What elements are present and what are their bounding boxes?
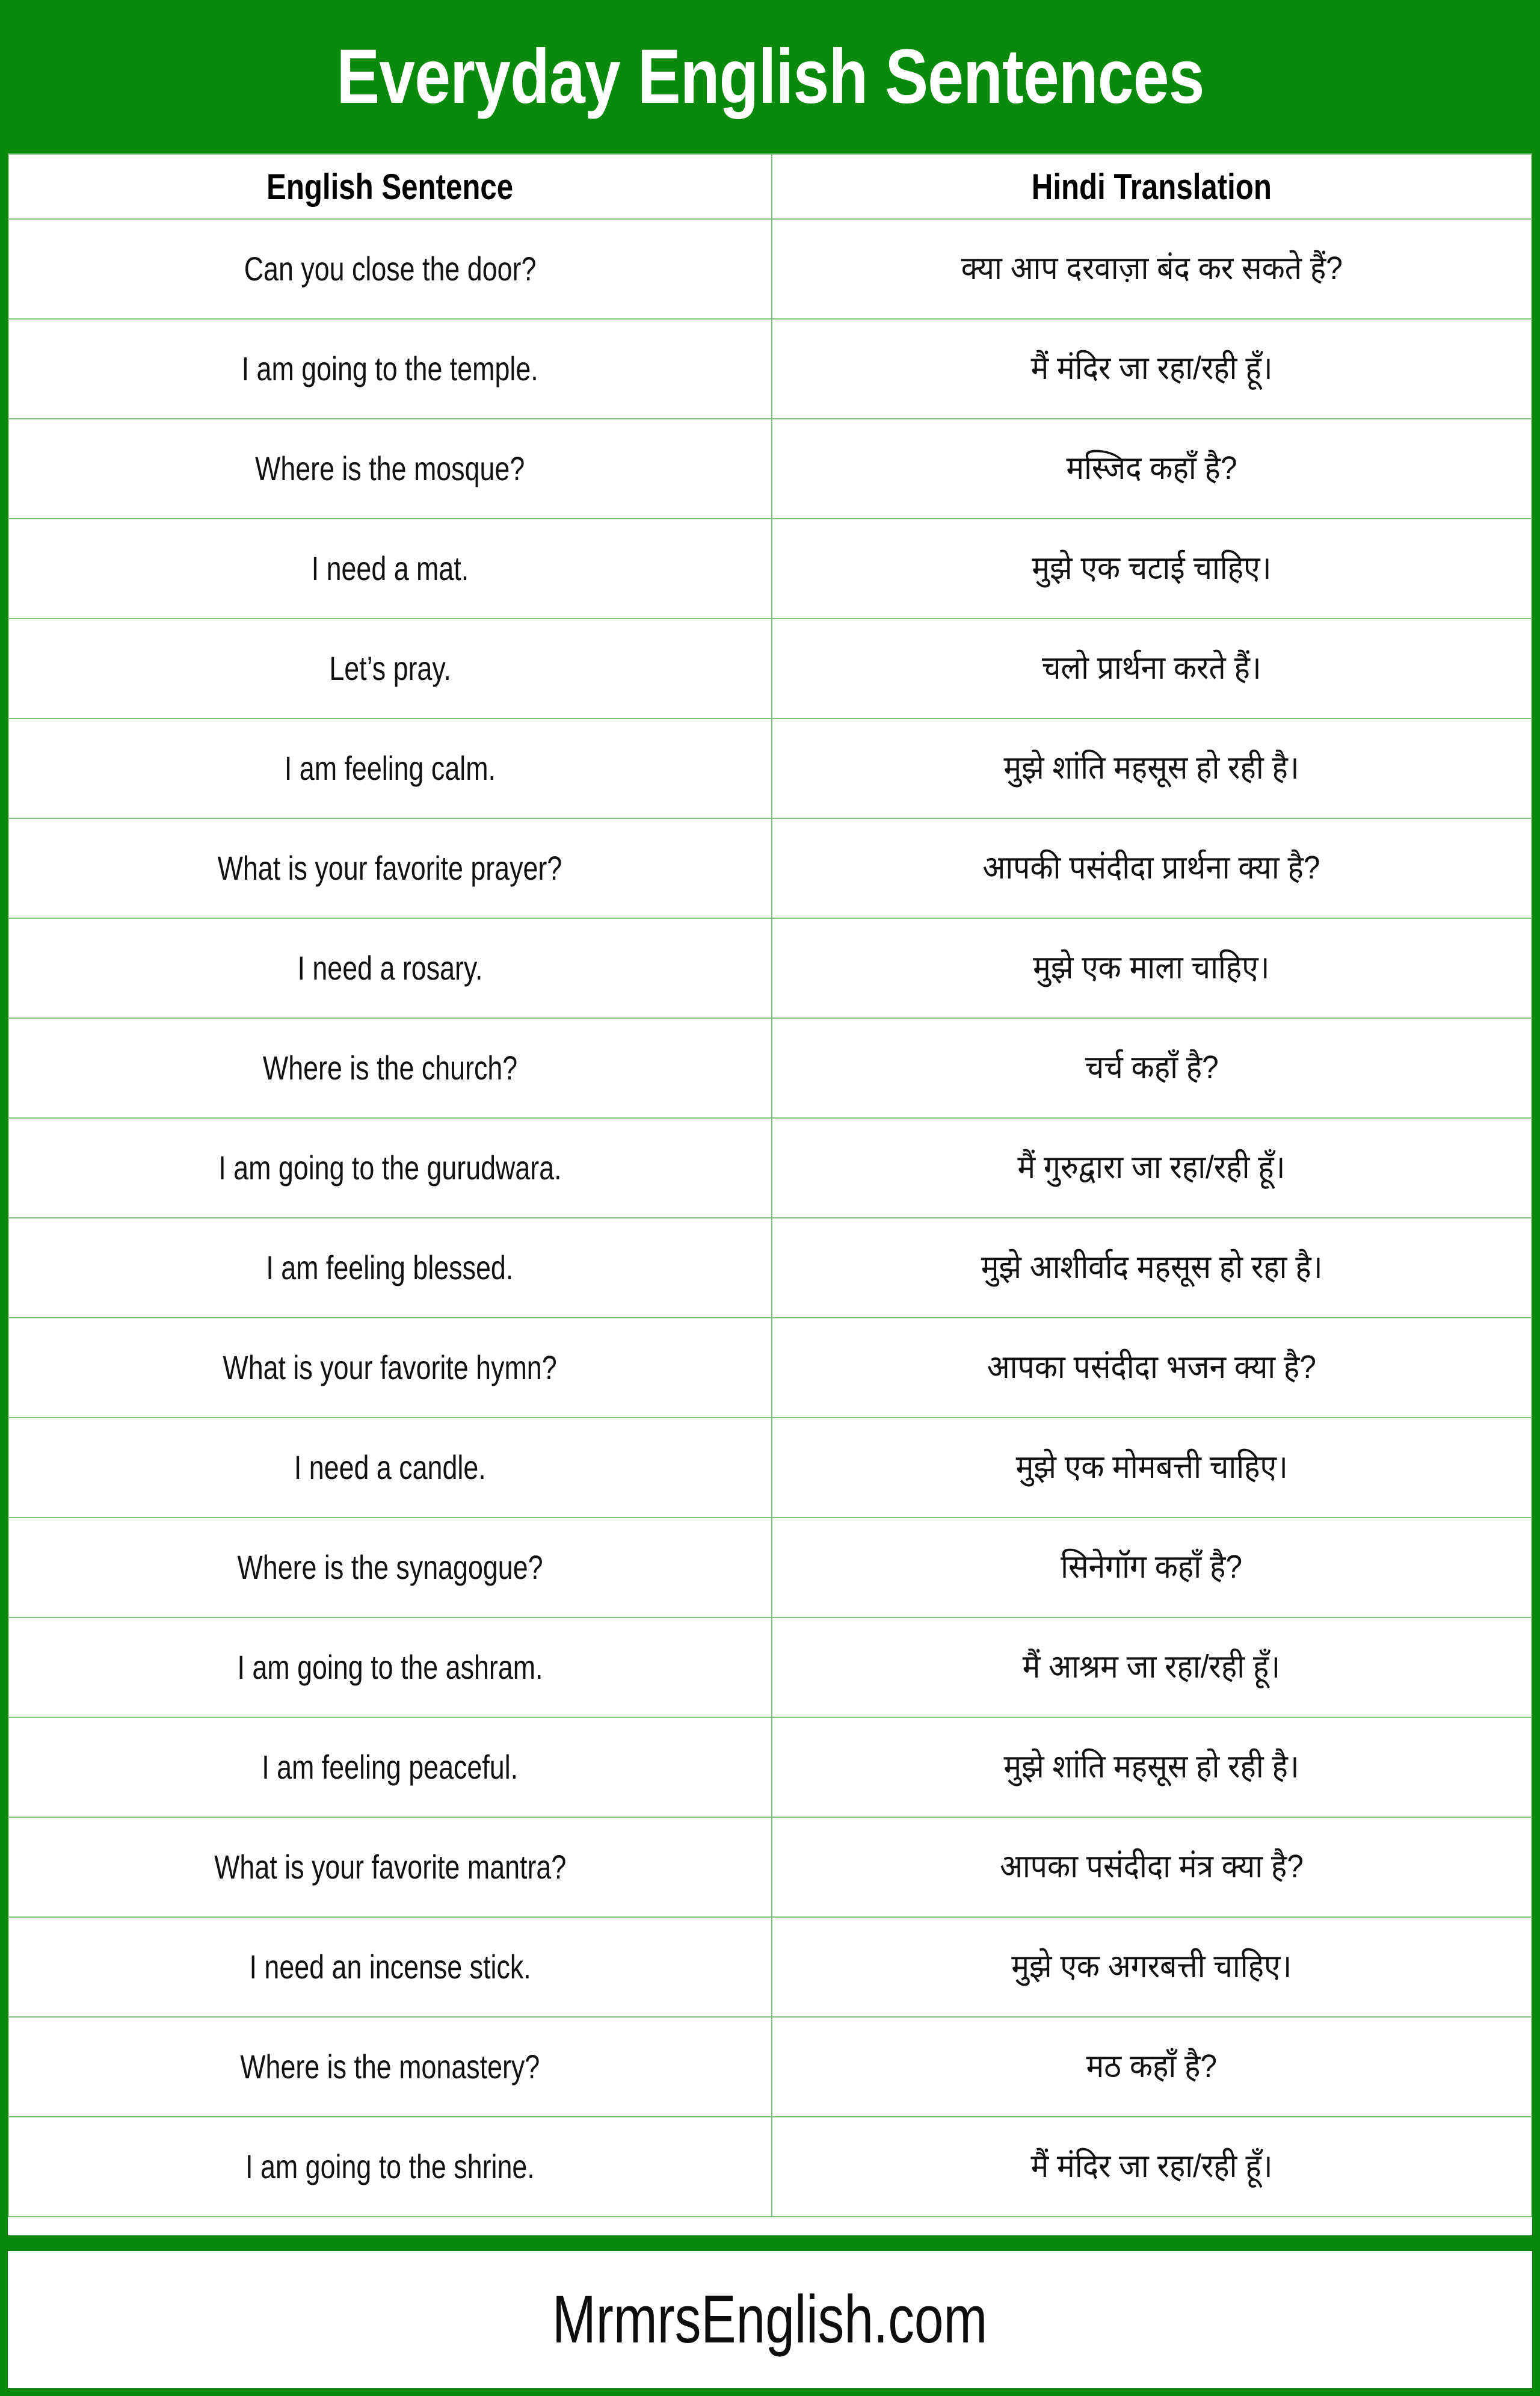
table-header: [8, 154, 1532, 219]
cell-hindi: [772, 1617, 1532, 1717]
cell-english: [8, 619, 772, 718]
english-sentence-text: Let’s pray.: [328, 649, 451, 688]
hindi-translation-text: मुझे शांति महसूस हो रही है।: [1003, 750, 1299, 786]
english-sentence-text: I need a candle.: [294, 1448, 486, 1487]
hindi-translation-text: सिनेगॉग कहाँ है?: [1061, 1549, 1243, 1585]
english-sentence-text: I am going to the ashram.: [237, 1648, 543, 1687]
hindi-translation-text: मुझे एक अगरबत्ती चाहिए।: [1011, 1948, 1292, 1985]
column-header-hindi: [772, 154, 1532, 219]
cell-hindi: [772, 2117, 1532, 2217]
hindi-translation-text: आपका पसंदीदा भजन क्या है?: [987, 1349, 1316, 1386]
table-row: [8, 619, 1532, 718]
hindi-translation-text: मुझे शांति महसूस हो रही है।: [1003, 1749, 1299, 1785]
table-row: [8, 2117, 1532, 2217]
cell-hindi: [772, 619, 1532, 718]
cell-english: [8, 319, 772, 419]
table-row: [8, 319, 1532, 419]
sentences-table: [8, 153, 1532, 2217]
english-sentence-text: I am going to the temple.: [241, 350, 538, 388]
sentences-table-container: [8, 153, 1532, 2235]
cell-english: [8, 1418, 772, 1518]
cell-hindi: [772, 718, 1532, 818]
footer-divider: [0, 2235, 1540, 2251]
table-row: [8, 1917, 1532, 2017]
hindi-translation-text: मुझे आशीर्वाद महसूस हो रहा है।: [981, 1249, 1323, 1286]
table-row: [8, 1717, 1532, 1817]
hindi-translation-text: चर्च कहाँ है?: [1085, 1049, 1219, 1086]
cell-english: [8, 219, 772, 319]
table-row: [8, 419, 1532, 519]
hindi-translation-text: आपका पसंदीदा मंत्र क्या है?: [999, 1848, 1304, 1885]
cell-hindi: [772, 519, 1532, 619]
cell-english: [8, 1218, 772, 1318]
cell-hindi: [772, 1118, 1532, 1218]
table-body: [8, 219, 1532, 2217]
table-row: [8, 1218, 1532, 1318]
hindi-translation-text: मैं गुरुद्वारा जा रहा/रही हूँ।: [1017, 1149, 1286, 1186]
english-sentence-text: What is your favorite hymn?: [223, 1348, 557, 1387]
cell-hindi: [772, 918, 1532, 1018]
hindi-translation-text: मठ कहाँ है?: [1086, 2048, 1218, 2085]
english-sentence-text: What is your favorite mantra?: [214, 1848, 566, 1886]
cell-hindi: [772, 1917, 1532, 2017]
english-sentence-text: I need a mat.: [311, 549, 469, 588]
table-row: [8, 1118, 1532, 1218]
table-row: [8, 1018, 1532, 1118]
cell-english: [8, 918, 772, 1018]
cell-english: [8, 419, 772, 519]
hindi-translation-text: क्या आप दरवाज़ा बंद कर सकते हैं?: [961, 250, 1343, 287]
english-sentence-text: I need a rosary.: [297, 949, 483, 987]
hindi-translation-text: मुझे एक मोमबत्ती चाहिए।: [1015, 1449, 1288, 1486]
cell-english: [8, 1018, 772, 1118]
table-row: [8, 219, 1532, 319]
table-row: [8, 2017, 1532, 2117]
english-sentence-text: Where is the mosque?: [255, 449, 525, 488]
cell-hindi: [772, 1018, 1532, 1118]
cell-hindi: [772, 1418, 1532, 1518]
cell-english: [8, 818, 772, 918]
cell-english: [8, 1717, 772, 1817]
english-sentence-text: I am going to the gurudwara.: [218, 1149, 562, 1187]
cell-english: [8, 1917, 772, 2017]
cell-english: [8, 1617, 772, 1717]
cell-hindi: [772, 419, 1532, 519]
hindi-translation-text: मुझे एक चटाई चाहिए।: [1032, 550, 1272, 587]
cell-english: [8, 2117, 772, 2217]
table-row: [8, 1617, 1532, 1717]
cell-hindi: [772, 1518, 1532, 1617]
cell-english: [8, 1318, 772, 1418]
english-sentence-text: I am feeling peaceful.: [262, 1748, 519, 1786]
cell-hindi: [772, 2017, 1532, 2117]
english-sentence-text: I am feeling blessed.: [266, 1249, 514, 1287]
hindi-translation-text: मैं आश्रम जा रहा/रही हूँ।: [1023, 1649, 1281, 1685]
column-header-hindi-label: Hindi Translation: [1031, 166, 1272, 207]
table-row: [8, 718, 1532, 818]
cell-hindi: [772, 818, 1532, 918]
cell-english: [8, 1817, 772, 1917]
hindi-translation-text: मुझे एक माला चाहिए।: [1033, 949, 1270, 986]
header-banner: [0, 0, 1540, 153]
table-row: [8, 1418, 1532, 1518]
cell-english: [8, 519, 772, 619]
table-row: [8, 1518, 1532, 1617]
table-row: [8, 1817, 1532, 1917]
english-sentence-text: Where is the synagogue?: [237, 1548, 543, 1587]
website-credit: MrmrsEnglish.com: [552, 2282, 988, 2357]
cell-english: [8, 1518, 772, 1617]
table-row: [8, 918, 1532, 1018]
table-row: [8, 818, 1532, 918]
footer: [8, 2251, 1532, 2388]
cell-hindi: [772, 1717, 1532, 1817]
table-row: [8, 519, 1532, 619]
english-sentence-text: Can you close the door?: [244, 250, 537, 288]
column-header-english-label: English Sentence: [266, 166, 514, 207]
english-sentence-text: I am feeling calm.: [284, 749, 496, 788]
hindi-translation-text: मैं मंदिर जा रहा/रही हूँ।: [1030, 350, 1273, 387]
english-sentence-text: I am going to the shrine.: [245, 2147, 535, 2186]
english-sentence-text: I need an incense stick.: [249, 1948, 531, 1986]
cell-hindi: [772, 319, 1532, 419]
cell-hindi: [772, 1817, 1532, 1917]
column-header-english: [8, 154, 772, 219]
english-sentence-text: Where is the church?: [262, 1049, 517, 1087]
cell-hindi: [772, 1318, 1532, 1418]
table-header-row: [8, 154, 1532, 219]
hindi-translation-text: मस्जिद कहाँ है?: [1066, 450, 1237, 487]
english-sentence-text: What is your favorite prayer?: [217, 849, 562, 888]
cell-english: [8, 718, 772, 818]
hindi-translation-text: आपकी पसंदीदा प्रार्थना क्या है?: [982, 850, 1320, 886]
hindi-translation-text: चलो प्रार्थना करते हैं।: [1041, 650, 1261, 687]
cell-english: [8, 2017, 772, 2117]
cell-hindi: [772, 1218, 1532, 1318]
english-sentence-text: Where is the monastery?: [240, 2048, 540, 2086]
table-row: [8, 1318, 1532, 1418]
hindi-translation-text: मैं मंदिर जा रहा/रही हूँ।: [1030, 2148, 1273, 2185]
page-title: Everyday English Sentences: [336, 33, 1204, 120]
cell-english: [8, 1118, 772, 1218]
cell-hindi: [772, 219, 1532, 319]
